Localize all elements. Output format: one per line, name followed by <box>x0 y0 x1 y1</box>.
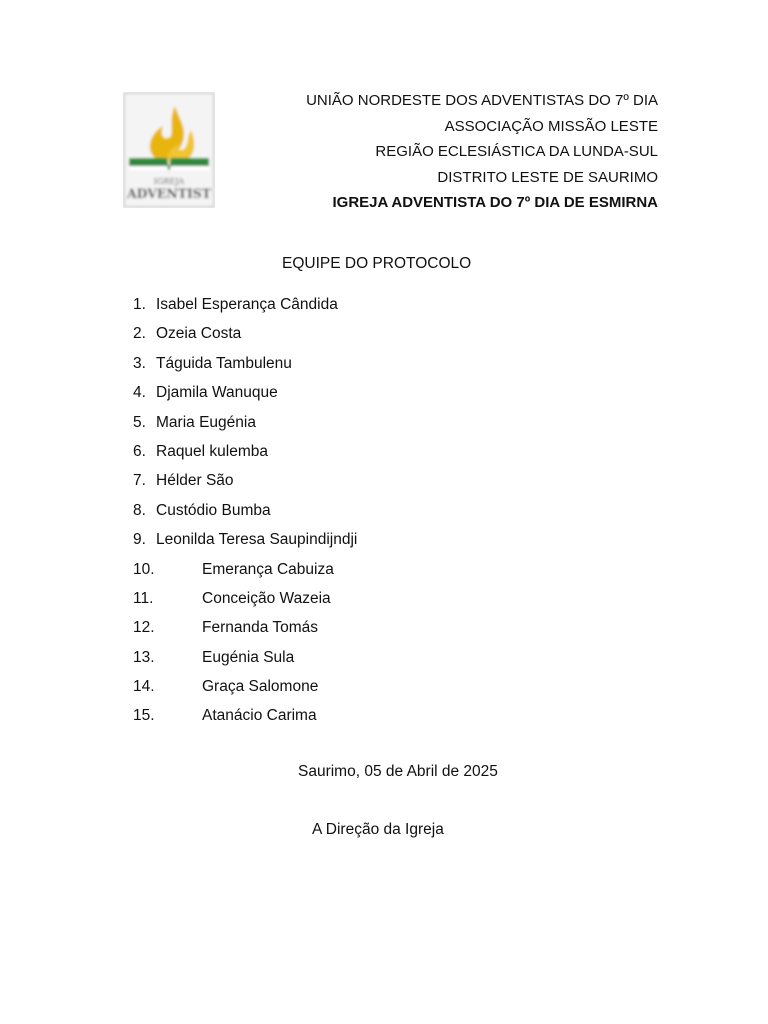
list-number: 6. <box>133 442 146 460</box>
list-item <box>133 672 357 701</box>
member-name: Táguida Tambulenu <box>156 354 292 372</box>
member-list <box>133 290 357 731</box>
list-number: 4. <box>133 384 146 402</box>
header-union: UNIÃO NORDESTE DOS ADVENTISTAS DO 7º DIA <box>306 92 658 109</box>
member-name: Emerança Cabuiza <box>202 560 334 578</box>
list-number: 2. <box>133 325 146 343</box>
member-name: Conceição Wazeia <box>202 589 331 607</box>
list-item <box>133 555 357 584</box>
list-item <box>133 437 357 466</box>
adventist-logo-icon <box>123 92 215 208</box>
list-item <box>133 290 357 319</box>
list-item <box>133 378 357 407</box>
list-item <box>133 525 357 554</box>
header-district: DISTRITO LESTE DE SAURIMO <box>437 168 658 186</box>
document-header <box>306 88 658 216</box>
list-number: 1. <box>133 296 146 313</box>
member-name: Leonilda Teresa Saupindijndji <box>156 531 358 549</box>
logo-text-top: IGREJA <box>153 177 185 186</box>
document-title: EQUIPE DO PROTOCOLO <box>282 255 472 272</box>
list-item <box>133 408 357 437</box>
member-name: Graça Salomone <box>202 678 319 696</box>
header-church: IGREJA ADVENTISTA DO 7º DIA DE ESMIRNA <box>332 194 658 212</box>
list-item <box>133 496 357 525</box>
member-name: Raquel kulemba <box>156 442 269 460</box>
list-item <box>133 643 357 672</box>
church-logo <box>123 92 215 208</box>
place-and-date: Saurimo, 05 de Abril de 2025 <box>298 763 498 780</box>
logo-text-main: ADVENTIST <box>126 187 212 202</box>
list-number: 11. <box>133 589 154 607</box>
list-number: 12. <box>133 619 155 637</box>
member-name: Atanácio Carima <box>202 707 317 725</box>
list-number: 10. <box>133 560 155 578</box>
signature-line: A Direção da Igreja <box>312 821 444 838</box>
list-number: 13. <box>133 648 155 666</box>
list-number: 8. <box>133 501 146 519</box>
member-name: Custódio Bumba <box>156 501 271 519</box>
list-item <box>133 466 357 495</box>
list-number: 9. <box>133 531 146 549</box>
list-item <box>133 584 357 613</box>
list-item <box>133 613 357 642</box>
list-item <box>133 319 357 348</box>
header-region: REGIÃO ECLESIÁSTICA DA LUNDA-SUL <box>375 143 658 161</box>
member-name: Isabel Esperança Cândida <box>156 296 338 313</box>
member-name: Ozeia Costa <box>156 325 242 343</box>
list-item <box>133 701 357 730</box>
list-number: 15. <box>133 707 155 725</box>
member-name: Hélder São <box>156 472 234 490</box>
member-name: Fernanda Tomás <box>202 619 319 637</box>
list-number: 7. <box>133 472 146 490</box>
member-name: Djamila Wanuque <box>156 384 278 402</box>
list-item <box>133 349 357 378</box>
member-name: Maria Eugénia <box>156 413 256 431</box>
member-name: Eugénia Sula <box>202 648 295 666</box>
list-number: 14. <box>133 678 155 696</box>
header-association: ASSOCIAÇÃO MISSÃO LESTE <box>444 117 658 135</box>
list-number: 3. <box>133 354 146 372</box>
list-number: 5. <box>133 413 146 431</box>
